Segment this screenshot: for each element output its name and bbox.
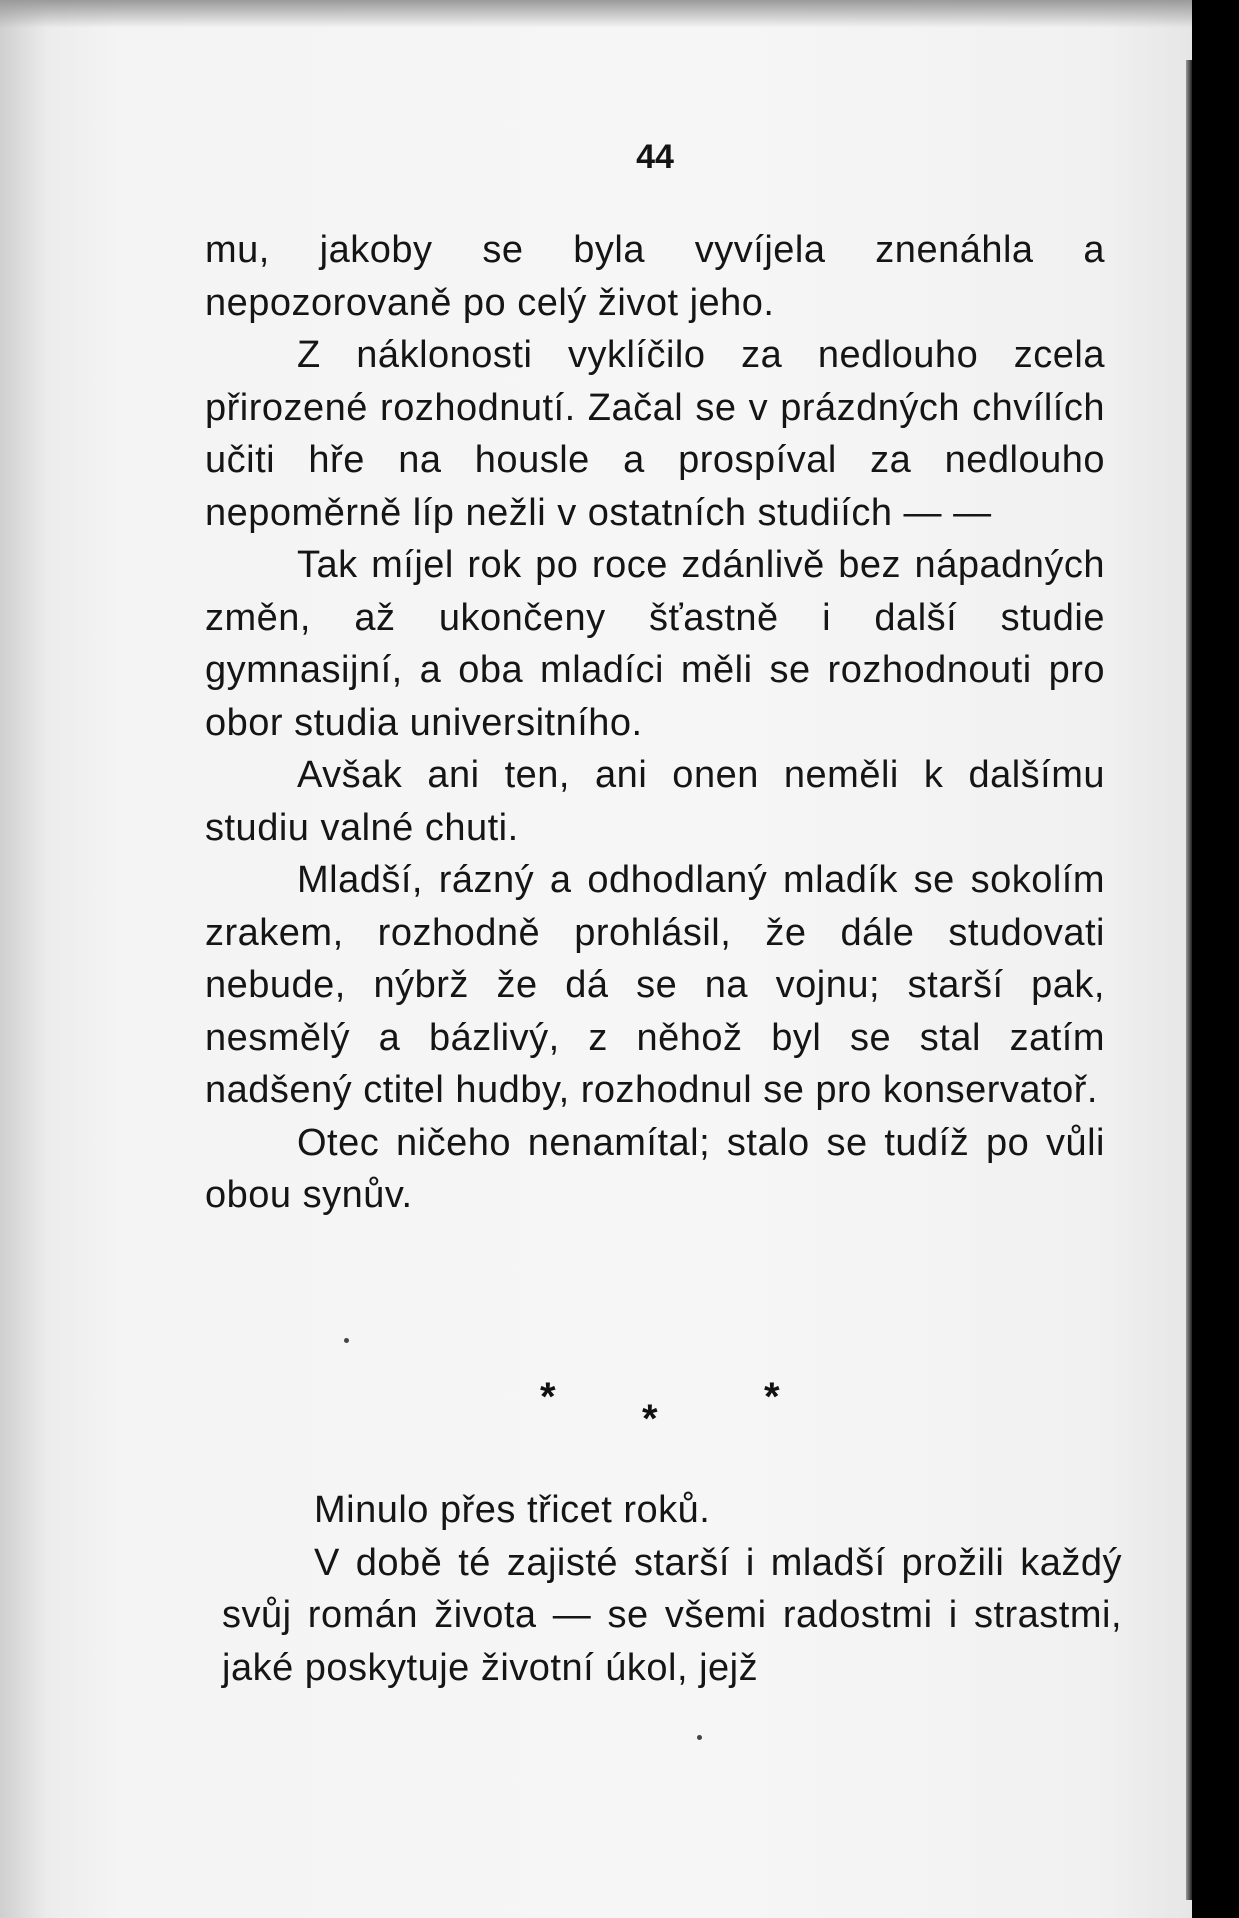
book-spine-background xyxy=(1192,0,1239,1918)
separator-asterisk: * xyxy=(540,1375,556,1419)
paragraph: Otec ničeho nenamítal; stalo se tudíž po vůli obou synův. xyxy=(205,1121,1105,1216)
paragraph: Avšak ani ten, ani onen neměli k dalšímu studiu valné chuti. xyxy=(205,754,1105,849)
section-separator xyxy=(540,1375,800,1445)
page-top-shadow xyxy=(0,0,1192,28)
paragraph: Tak míjel rok po roce zdánlivě bez nápadných změn, až ukončeny šťastně i další studie gymnasijní, a oba mladíci měli se rozhodnouti pro obor studia universitního. xyxy=(205,544,1105,744)
main-text-bottom xyxy=(222,1484,1122,1694)
paragraph: Mladší, rázný a odhodlaný mladík se sokolím zrakem, rozhodně prohlásil, že dále studovati nebude, nýbrž že dá se na vojnu; starší pak, nesmělý a bázlivý, z něhož byl se stal zatím nadšený ctitel hudby, rozhodnul se pro konservatoř. xyxy=(205,859,1105,1111)
paper-speck xyxy=(344,1338,349,1343)
main-text-top xyxy=(205,224,1105,1222)
separator-asterisk: * xyxy=(764,1375,780,1419)
paragraph: Minulo přes třicet roků. xyxy=(314,1489,711,1531)
separator-asterisk: * xyxy=(642,1397,658,1441)
paper-speck xyxy=(697,1735,702,1740)
paragraph: V době té zajisté starší i mladší prožili každý svůj román života — se všemi radostmi i strastmi, jaké poskytuje životní úkol, jejž xyxy=(222,1541,1122,1689)
page-number: 44 xyxy=(636,138,674,176)
paragraph: mu, jakoby se byla vyvíjela znenáhla a nepozorovaně po celý život jeho. xyxy=(205,229,1105,324)
paragraph: Z náklonosti vyklíčilo za nedlouho zcela přirozené rozhodnutí. Začal se v prázdných chvílích učiti hře na housle a prospíval za nedlouho nepoměrně líp nežli v ostatních studiích — — xyxy=(205,334,1105,534)
